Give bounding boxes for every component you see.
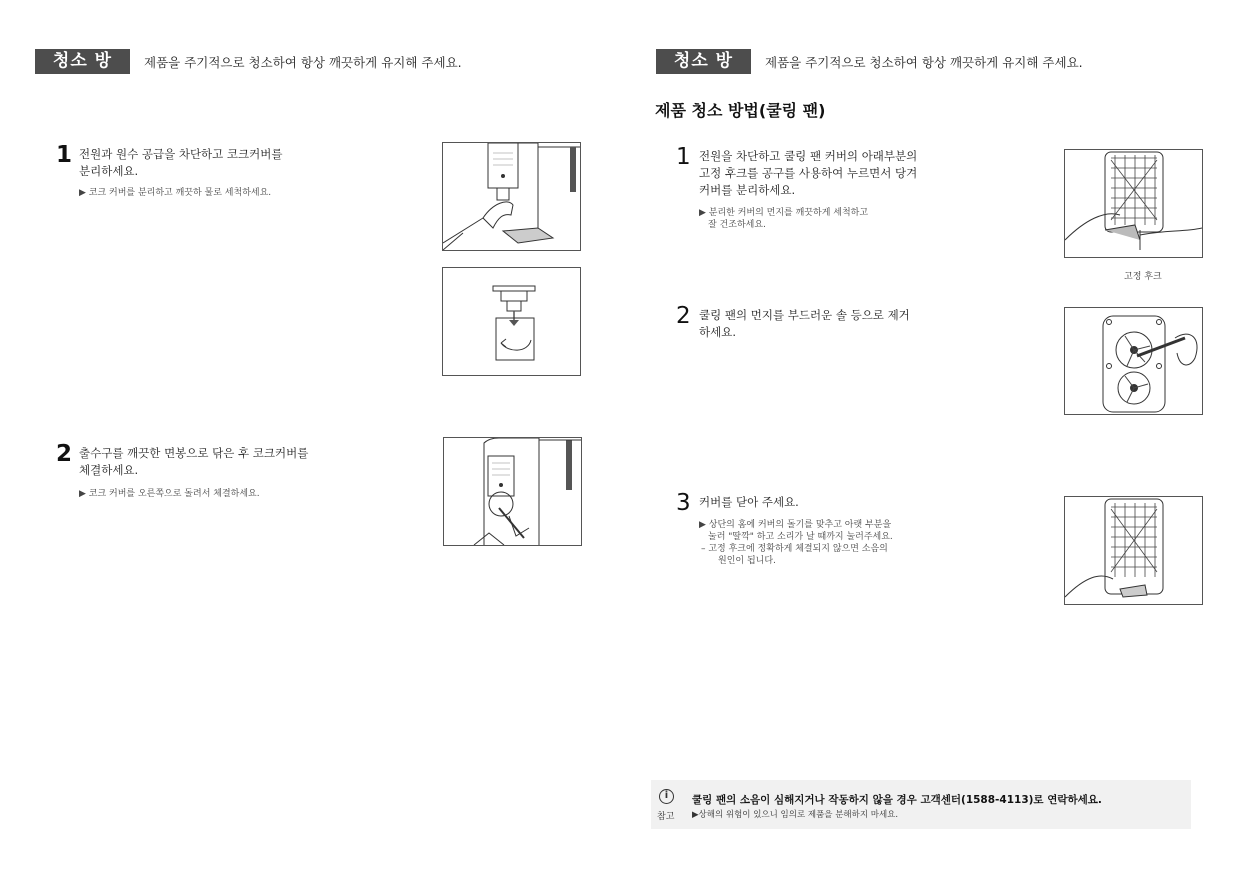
- step-line: 쿨링 팬의 먼지를 부드러운 솔 등으로 제거: [699, 308, 910, 322]
- step-line: 전원과 원수 공급을 차단하고 코크커버를: [79, 147, 283, 161]
- figure-remove-cock-cover: [442, 142, 581, 251]
- notice-main-text: 쿨링 팬의 소음이 심해지거나 작동하지 않을 경우 고객센터(1588-4113)로 연락하세요.: [692, 794, 1102, 806]
- step-text: [699, 307, 910, 341]
- section-badge: 청소 방법: [656, 49, 751, 74]
- note-line: 잘 건조하세요.: [708, 220, 766, 230]
- step-text: [79, 146, 282, 180]
- figure-clean-outlet: [443, 437, 582, 546]
- notice-sub-text: ▶상해의 위험이 있으니 임의로 제품을 분해하지 마세요.: [692, 810, 899, 820]
- step-number: 2: [676, 303, 691, 329]
- header-description: 제품을 주기적으로 청소하여 항상 깨끗하게 유지해 주세요.: [765, 54, 1083, 70]
- figure-remove-fan-cover: [1064, 149, 1203, 258]
- figure-brush-fan: [1064, 307, 1203, 415]
- step-note: [699, 519, 893, 567]
- step-line: 전원을 차단하고 쿨링 팬 커버의 아래부분의: [699, 149, 918, 163]
- step-number: 2: [56, 441, 73, 467]
- right-page: [619, 0, 1239, 879]
- note-line: ▶ 분리한 커버의 먼지를 깨끗하게 세척하고: [699, 208, 869, 218]
- notice-box: [651, 780, 1191, 829]
- step-line: 고정 후크를 공구를 사용하여 누르면서 당겨: [699, 166, 918, 180]
- section-title: 제품 청소 방법(쿨링 팬): [655, 101, 826, 120]
- header-description: 제품을 주기적으로 청소하여 항상 깨끗하게 유지해 주세요.: [144, 54, 462, 70]
- step-text: [79, 445, 308, 479]
- left-page: [0, 0, 619, 879]
- step-text: [699, 148, 917, 199]
- step-line: 출수구를 깨끗한 면봉으로 닦은 후 코크커버를: [79, 446, 309, 460]
- step-note: ▶ 코크 커버를 분리하고 깨끗하 물로 세척하세요.: [79, 188, 272, 198]
- right-header: [656, 49, 1083, 96]
- figure-caption-hook: 고정 후크: [1124, 272, 1162, 282]
- section-badge: 청소 방법: [35, 49, 130, 74]
- step-line: 커버를 분리하세요.: [699, 183, 796, 197]
- figure-close-fan-cover: [1064, 496, 1203, 605]
- step-number: 1: [676, 144, 691, 170]
- step-line: 하세요.: [699, 325, 736, 339]
- step-number: 1: [56, 142, 73, 168]
- left-header: [35, 49, 462, 96]
- note-line: ▶ 상단의 홈에 커버의 돌기를 맞추고 아랫 부분을: [699, 520, 892, 530]
- step-text: [699, 494, 799, 511]
- step-line: 분리하세요.: [79, 164, 139, 178]
- note-line: – 고정 후크에 정확하게 체결되지 않으면 소음의: [701, 544, 888, 554]
- info-icon: i: [659, 789, 674, 804]
- step-number: 3: [676, 490, 691, 516]
- step-note: ▶ 코크 커버를 오른쪽으로 돌려서 체결하세요.: [79, 489, 260, 499]
- step-line: 커버를 닫아 주세요.: [699, 495, 799, 509]
- note-line: 원인이 됩니다.: [718, 556, 776, 566]
- note-line: 눌러 "딸깍" 하고 소리가 날 때까지 눌러주세요.: [708, 532, 893, 542]
- step-note: [699, 207, 868, 231]
- figure-wash-cock-cover: [442, 267, 581, 376]
- notice-label: 참고: [657, 812, 675, 822]
- step-line: 체결하세요.: [79, 463, 139, 477]
